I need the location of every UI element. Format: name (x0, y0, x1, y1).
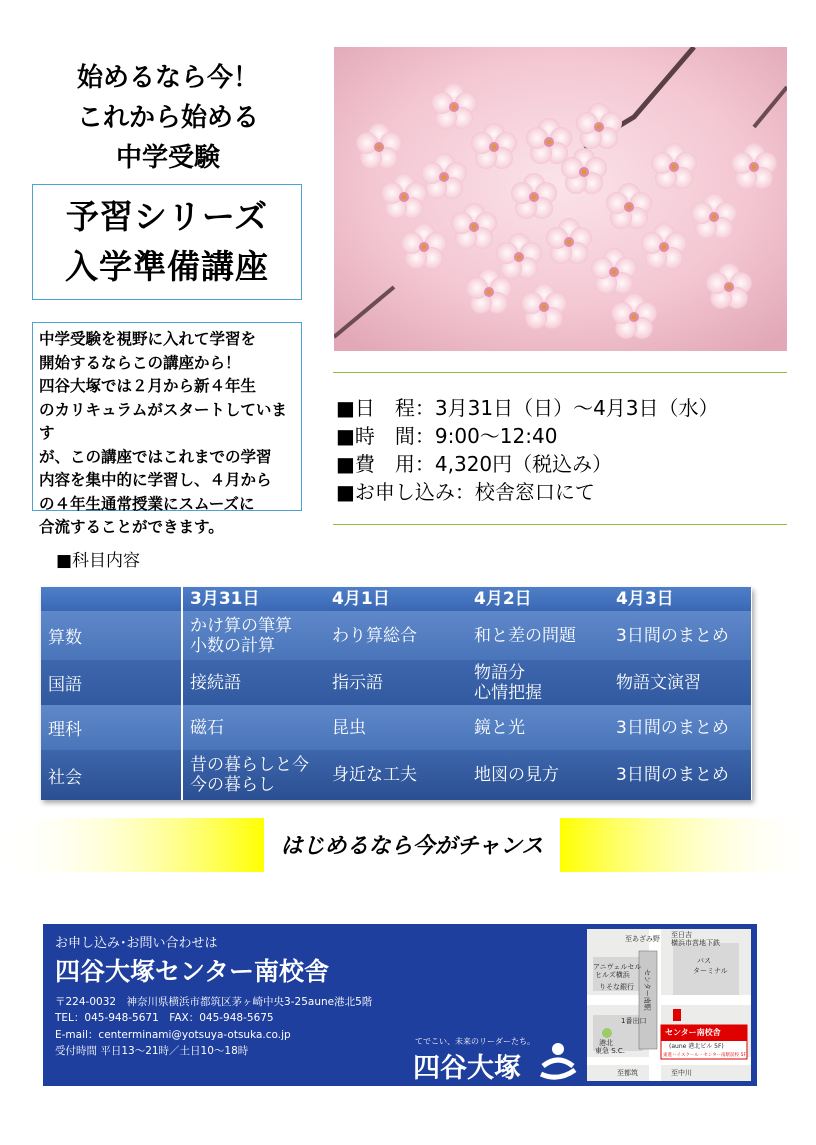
map-label: ターミナル (693, 967, 728, 975)
table-cell: 鏡と光 (467, 705, 609, 750)
intro-text-box (32, 322, 302, 536)
school-name: 四谷大塚センター南校舎 (55, 957, 330, 986)
table-cell: 3日間のまとめ (609, 705, 751, 750)
intro-line: のカリキュラムがスタートしています (39, 400, 287, 442)
info-application: ■お申し込み：校舎窓口にて (336, 480, 595, 504)
subject-cell: 社会 (41, 750, 182, 800)
table-cell: 昔の暮らしと今 今の暮らし (182, 750, 325, 800)
cherry-blossom-photo (334, 47, 787, 351)
table-header-cell: 3月31日 (182, 587, 325, 611)
map-label: 港北 (599, 1039, 613, 1047)
table-row (41, 611, 751, 660)
divider-bottom (333, 524, 787, 525)
subject-cell: 理科 (41, 705, 182, 750)
course-series: 予習シリーズ (65, 197, 269, 236)
table-header-cell: 4月1日 (325, 587, 467, 611)
table-cell: 接続語 (182, 660, 325, 705)
map-label: 至中川 (671, 1069, 692, 1077)
map-label: (aune 港北ビル 5F) (669, 1043, 724, 1050)
schedule-table (41, 587, 752, 800)
intro-line: 内容を集中的に学習し、４月から (39, 471, 272, 489)
table-cell: 物語分 心情把握 (467, 660, 609, 705)
map-label: りそな銀行 (599, 983, 634, 991)
info-fee: ■費 用：4,320円（税込み） (336, 452, 613, 476)
business-hours: 受付時間 平日13～21時／土日10～18時 (55, 1045, 249, 1057)
subject-label: ■科目内容 (56, 551, 141, 571)
intro-line: の４年生通常授業にスムーズに (39, 494, 255, 513)
intro-line: 開始するならこの講座から！ (39, 353, 241, 372)
map-label: 至あざみ野 (625, 935, 660, 943)
map-label: 1番出口 (621, 1017, 647, 1025)
headline-line: これから始める (76, 103, 259, 133)
table-row (41, 705, 751, 750)
table-cell: 昆虫 (325, 705, 467, 750)
map-label: 東進ハイスクール・センター南駅前校 5F (663, 1053, 747, 1058)
map-label: センター南駅 (643, 969, 651, 1011)
logo-mark-icon (537, 1040, 579, 1084)
table-cell: 身近な工夫 (325, 750, 467, 800)
table-header-cell (41, 587, 182, 611)
address: 〒224-0032 神奈川県横浜市都筑区茅ヶ崎中央3-25aune港北5階 (55, 996, 373, 1008)
tel-fax: TEL：045-948-5671 FAX：045-948-5675 (55, 1012, 274, 1024)
email[interactable]: E-mail：centerminami@yotsuya-otsuka.co.jp (55, 1029, 291, 1041)
intro-line: 合流することができます。 (39, 518, 224, 536)
inquiry-label: お申し込み･お問い合わせは (55, 936, 218, 951)
logo-text: 四谷大塚 (413, 1053, 521, 1084)
map-label: 東急 S.C. (595, 1047, 626, 1055)
map-label: 横浜市営地下鉄 (671, 939, 720, 947)
map-label: アニヴェルセル (593, 963, 642, 971)
course-info (336, 394, 786, 506)
table-cell: 3日間のまとめ (609, 750, 751, 800)
table-cell: 指示語 (325, 660, 467, 705)
headline-line: 中学受験 (115, 143, 220, 173)
intro-line: 中学受験を視野に入れて学習を (39, 330, 257, 348)
table-header-row (41, 587, 751, 611)
headline (40, 58, 296, 178)
info-time: ■時 間：9:00～12:40 (336, 424, 558, 448)
table-cell: 磁石 (182, 705, 325, 750)
intro-line: 四谷大塚では２月から新４年生 (39, 377, 257, 395)
headline-line: 始めるなら今！ (76, 63, 259, 93)
map-label: 至都筑 (617, 1069, 638, 1077)
course-name: 入学準備講座 (65, 247, 269, 286)
table-cell: わり算総合 (325, 611, 467, 660)
subject-cell: 国語 (41, 660, 182, 705)
table-cell: かけ算の筆算 小数の計算 (182, 611, 325, 660)
table-header-cell: 4月3日 (609, 587, 751, 611)
info-schedule: ■日 程：3月31日（日）～4月3日（水） (336, 396, 719, 420)
table-cell: 地図の見方 (467, 750, 609, 800)
slogan-text: はじめるなら今がチャンス (280, 832, 544, 859)
table-row (41, 660, 751, 705)
divider-top (333, 372, 787, 373)
subject-cell: 算数 (41, 611, 182, 660)
course-title-box (32, 184, 302, 300)
table-cell: 3日間のまとめ (609, 611, 751, 660)
map-label: センター南校舎 (665, 1028, 721, 1037)
access-map (587, 929, 751, 1081)
table-header-cell: 4月2日 (467, 587, 609, 611)
table-row (41, 750, 751, 800)
intro-line: が、この講座ではこれまでの学習 (39, 447, 272, 466)
map-label: バス (697, 957, 711, 965)
table-cell: 物語文演習 (609, 660, 751, 705)
tagline: てでこい、未来のリーダーたち。 (415, 1037, 535, 1046)
map-label: ヒルズ横浜 (595, 971, 630, 979)
map-label: 至日吉 (671, 931, 692, 939)
table-cell: 和と差の問題 (467, 611, 609, 660)
